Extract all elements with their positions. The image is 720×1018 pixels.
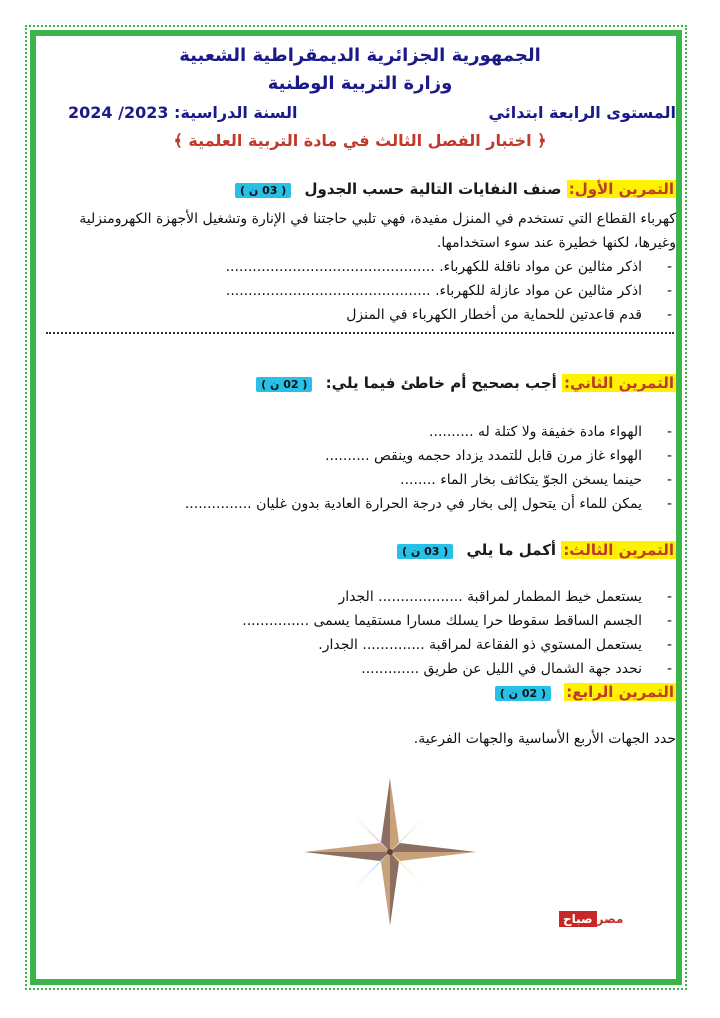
exercise-2-item: - الهواء مادة خفيفة ولا كتلة له .......... <box>429 424 642 440</box>
exercise-1-label: التمرين الأول: <box>568 180 674 198</box>
school-year: السنة الدراسية: 2023/ 2024 <box>68 103 298 122</box>
exercise-4-heading <box>495 683 676 701</box>
ministry-heading: وزارة التربية الوطنية <box>267 73 453 94</box>
exercise-2-heading <box>256 374 676 392</box>
exercise-4-points: ( 02 ن ) <box>495 686 551 701</box>
exercise-3-item: - نحدد جهة الشمال في الليل عن طريق ............. <box>361 661 642 677</box>
site-logo-part-2: صباح <box>559 911 597 927</box>
exercise-4-label: التمرين الرابع: <box>566 683 674 701</box>
exercise-3-item: - يستعمل خيط المطمار لمراقبة ................... الجدار <box>339 589 642 605</box>
exercise-2-points: ( 02 ن ) <box>256 377 312 392</box>
exercise-1-title: صنف النفايات التالية حسب الجدول <box>304 180 562 198</box>
exercise-2-title: أجب بصحيح أم خاطئ فيما يلي: <box>325 374 557 392</box>
exercise-3-label: التمرين الثالث: <box>563 541 674 559</box>
exercise-3-heading <box>397 541 676 559</box>
republic-heading: الجمهورية الجزائرية الديمقراطية الشعبية <box>179 45 541 66</box>
exercise-1-text-line-2: وغيرها، لكنها خطيرة عند سوء استخدامها. <box>436 235 676 251</box>
exercise-1-heading <box>235 180 676 198</box>
compass-rose-icon <box>302 776 478 930</box>
grade-level: المستوى الرابعة ابتدائي <box>488 103 676 122</box>
exercise-3-item: - الجسم الساقط سقوطا حرا يسلك مسارا مستقيما يسمى ............... <box>242 613 642 629</box>
exercise-1-points: ( 03 ن ) <box>235 183 291 198</box>
exercise-1-item: - اذكر مثالين عن مواد عازلة للكهرباء. .............................................. <box>226 283 642 299</box>
exercise-2-item: - حينما يسخن الجوّ يتكاثف بخار الماء ........ <box>400 472 642 488</box>
exercise-2-item: - الهواء غاز مرن قابل للتمدد يزداد حجمه وينقص .......... <box>325 448 642 464</box>
exercise-3-title: أكمل ما يلي <box>466 541 557 559</box>
exercise-3-points: ( 03 ن ) <box>397 544 453 559</box>
test-title: ﴿ اختبار الفصل الثالث في مادة التربية العلمية ﴾ <box>173 131 547 150</box>
exercise-1-item: - قدم قاعدتين للحماية من أخطار الكهرباء في المنزل <box>346 307 642 323</box>
answer-line <box>46 332 674 334</box>
exercise-1-text-line-1: كهرباء القطاع التي تستخدم في المنزل مفيدة، فهي تلبي حاجتنا في الإنارة وتشغيل الأجهزة الكهرومنزلية <box>79 211 676 227</box>
exercise-3-item: - يستعمل المستوي ذو الفقاعة لمراقبة .............. الجدار. <box>318 637 642 653</box>
exercise-4-instruction: حدد الجهات الأربع الأساسية والجهات الفرعية. <box>413 731 676 747</box>
exercise-2-item: - يمكن للماء أن يتحول إلى بخار في درجة الحرارة العادية بدون غليان ............... <box>185 496 642 512</box>
site-logo-part-1: مصر <box>596 912 624 926</box>
exercise-2-label: التمرين الثاني: <box>564 374 674 392</box>
site-logo <box>556 912 623 926</box>
exercise-1-item: - اذكر مثالين عن مواد ناقلة للكهرباء. ............................................... <box>226 259 642 275</box>
